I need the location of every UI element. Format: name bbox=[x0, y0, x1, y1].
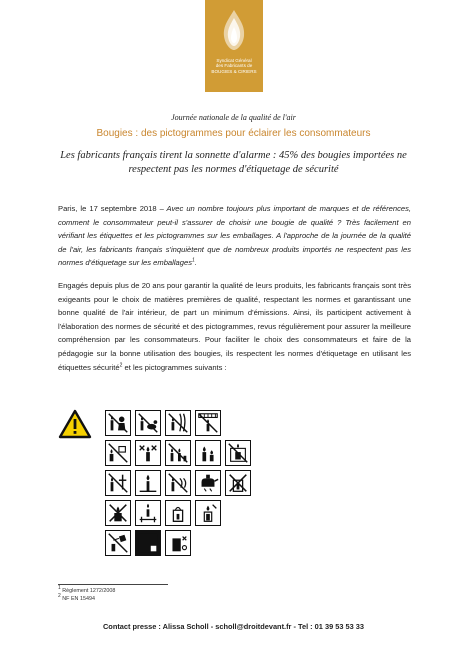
no-container-icon bbox=[225, 470, 251, 496]
subheadline: Les fabricants français tirent la sonnette d'alarme : 45% des bougies importées ne respectent pas les normes d'étiquetage de sécurité bbox=[60, 150, 407, 175]
footnote-ref-2: 2 bbox=[119, 362, 123, 369]
body-text-b: et les pictogrammes suivants : bbox=[122, 362, 227, 372]
kicker-text: Journée nationale de la qualité de l'air bbox=[171, 113, 296, 122]
flame-logo-icon bbox=[217, 8, 251, 52]
footnote-mark-1: 1 bbox=[58, 585, 61, 592]
no-water-extinguish-icon bbox=[195, 470, 221, 496]
candle-heat-icon bbox=[225, 440, 251, 466]
candle-and-curtain-icon bbox=[165, 410, 191, 436]
logo-line-3: BOUGIES & CIRIERS bbox=[211, 68, 257, 74]
intro-paragraph bbox=[58, 202, 411, 270]
footnote-2-text: NF EN 15494 bbox=[62, 596, 95, 602]
logo-line-2: des Fabricants de bbox=[215, 63, 253, 69]
no-draft-icon bbox=[165, 440, 191, 466]
body-text-a: Engagés depuis plus de 20 ans pour garantir la qualité de leurs produits, les fabricants français sont très exigeants pour le choix de matières premières de qualité, respectant les normes et garantissant une bonne qualité de l'air intérieur, de part un minimum d'émissions. Ainsi, ils participent activement à l'élaboration des normes de sécurité et des pictogrammes, revus régulièrement pour assurer la meilleure compréhension par les consommateurs. Pour faciliter le choix des consommateurs et faire de la pédagogie sur la bonne utilisation des bougies, ils respectent les normes d'étiquetage en utilisant les étiquettes sécurité bbox=[58, 281, 411, 372]
press-contact: Contact presse : Alissa Scholl - scholl@droitdevant.fr - Tel : 01 39 53 53 33 bbox=[102, 622, 365, 631]
no-burn-near-objects-icon bbox=[105, 500, 131, 526]
candle-spacing-icon bbox=[195, 440, 221, 466]
candle-and-pet-icon bbox=[135, 410, 161, 436]
candle-blow-out-icon bbox=[105, 470, 131, 496]
dark-surface-icon bbox=[135, 530, 161, 556]
trim-wick-icon bbox=[165, 530, 191, 556]
no-sleep-icon bbox=[135, 500, 161, 526]
footnote-divider bbox=[58, 584, 168, 585]
candle-on-shelf-icon bbox=[195, 410, 221, 436]
footnote-ref-1: 1 bbox=[192, 257, 195, 264]
intro-text: – Avec un nombre toujours plus important de marques et de références, comment le consommateur peut-il s'assurer de choisir une bougie de qualité ? Très facilement en vérifiant les étiquettes et les pictogrammes sur les emballages. A l'approche de la journée de la qualité de l'air, les fabricants français s'inquiètent que de nombreux produits importés ne respectent pas les normes d'étiquetage sur les emballages bbox=[58, 204, 411, 268]
footnote-2 bbox=[58, 593, 95, 602]
snuffer-icon bbox=[105, 530, 131, 556]
candle-holder-icon bbox=[195, 500, 221, 526]
no-move-lit-icon bbox=[165, 500, 191, 526]
candle-under-shelf-icon bbox=[105, 440, 131, 466]
no-unattended-icon bbox=[135, 470, 161, 496]
body-paragraph bbox=[58, 279, 411, 374]
dateline: Paris, le 17 septembre 2018 bbox=[58, 204, 157, 213]
footnote-mark-2: 2 bbox=[58, 593, 61, 600]
no-flammable-near-icon bbox=[135, 440, 161, 466]
footnote-1 bbox=[58, 585, 116, 594]
warning-triangle-icon bbox=[58, 409, 92, 439]
candle-and-child-icon bbox=[105, 410, 131, 436]
upright-candle-icon bbox=[165, 470, 191, 496]
syndicat-logo bbox=[205, 0, 263, 92]
headline: Bougies : des pictogrammes pour éclairer les consommateurs bbox=[96, 128, 371, 139]
logo-line-1: Syndicat Général bbox=[216, 58, 252, 63]
intro-end: . bbox=[194, 258, 197, 268]
footnote-1-text: Règlement 1272/2008 bbox=[62, 588, 116, 594]
